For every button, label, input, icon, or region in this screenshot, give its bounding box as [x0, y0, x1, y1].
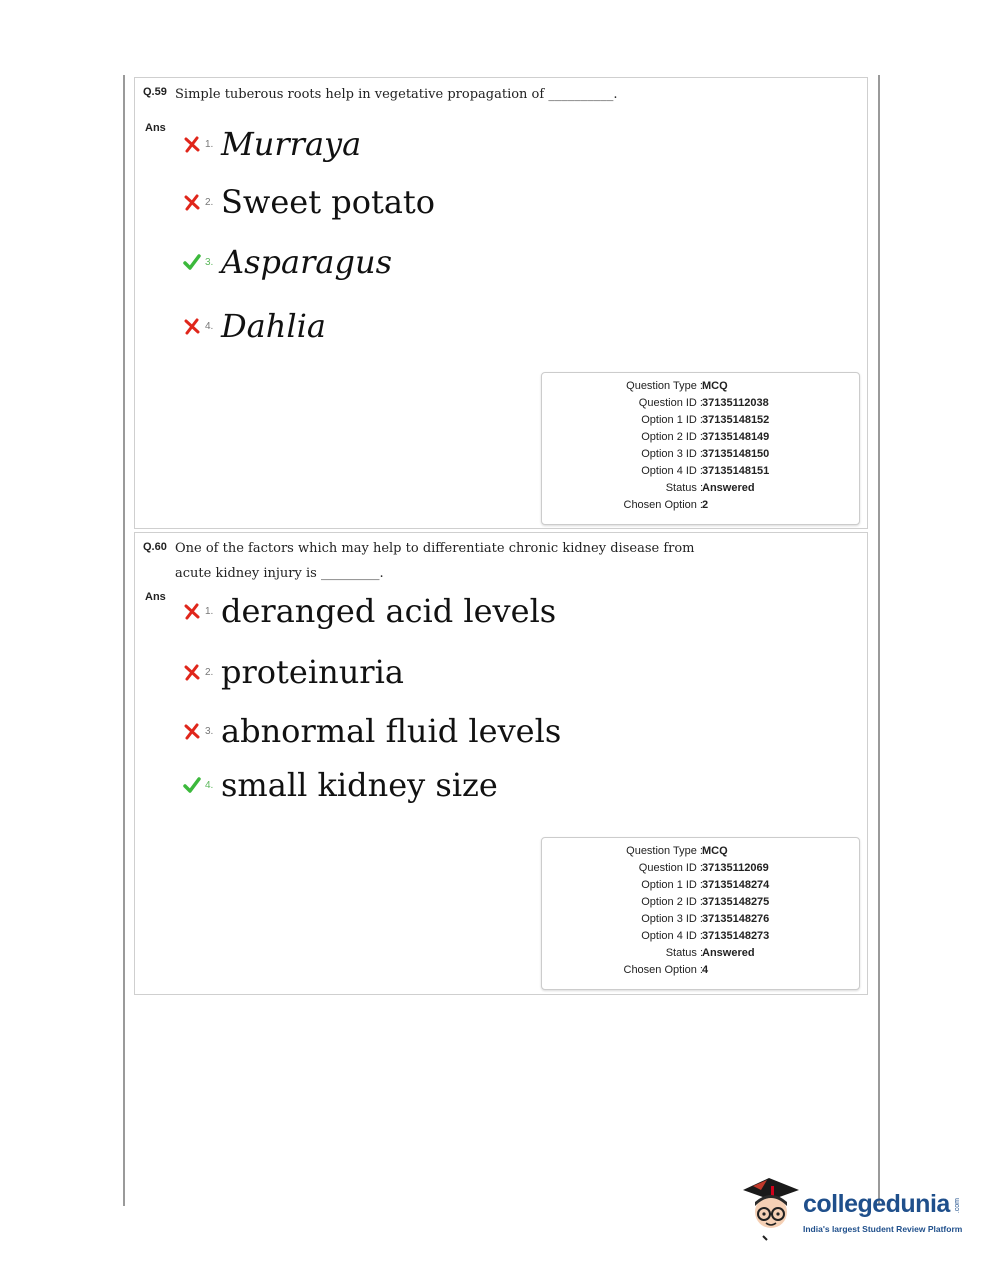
option-number: 4.	[205, 779, 214, 791]
question-card-60	[134, 532, 868, 995]
option-2	[183, 182, 435, 222]
question-text-line-1: One of the factors which may help to differentiate chronic kidney disease from	[175, 541, 695, 556]
option-text: Sweet potato	[221, 183, 436, 221]
option-number: 4.	[205, 320, 214, 332]
answer-label: Ans	[145, 591, 166, 603]
info-row: Question ID : 37135112069	[638, 862, 769, 874]
option-1	[183, 124, 361, 164]
question-text-line-2: acute kidney injury is _________.	[175, 566, 384, 581]
option-text: Murraya	[221, 125, 362, 163]
option-number: 1.	[205, 605, 214, 617]
option-3	[183, 711, 561, 751]
info-row: Status : Answered	[665, 482, 755, 494]
info-row: Question ID : 37135112038	[638, 397, 769, 409]
question-info-panel	[541, 372, 860, 525]
option-text: proteinuria	[221, 653, 404, 691]
option-number: 2.	[205, 666, 214, 678]
info-row: Option 2 ID : 37135148275	[641, 896, 770, 908]
mascot-icon	[741, 1176, 801, 1242]
option-1	[183, 591, 556, 631]
question-number: Q.60	[143, 541, 167, 553]
option-number: 3.	[205, 256, 214, 268]
option-2	[183, 652, 404, 692]
option-number: 2.	[205, 196, 214, 208]
option-number: 3.	[205, 725, 214, 737]
logo-tagline: India's largest Student Review Platform	[803, 1224, 963, 1234]
info-row: Question Type : MCQ	[626, 380, 728, 392]
answer-label: Ans	[145, 122, 166, 134]
question-info-panel	[541, 837, 860, 990]
option-text: deranged acid levels	[221, 592, 557, 630]
option-4	[183, 765, 498, 805]
cross-icon	[183, 722, 201, 740]
cross-icon	[183, 193, 201, 211]
info-row: Question Type : MCQ	[626, 845, 728, 857]
option-text: abnormal fluid levels	[221, 712, 562, 750]
info-row: Option 4 ID : 37135148273	[641, 930, 770, 942]
check-icon	[183, 776, 201, 794]
cross-icon	[183, 135, 201, 153]
info-row: Option 3 ID : 37135148150	[641, 448, 770, 460]
info-row: Option 2 ID : 37135148149	[641, 431, 770, 443]
option-3	[183, 242, 392, 282]
option-number: 1.	[205, 138, 214, 150]
info-row: Option 4 ID : 37135148151	[641, 465, 770, 477]
info-row: Option 1 ID : 37135148152	[641, 414, 770, 426]
question-card-59	[134, 77, 868, 529]
check-icon	[183, 253, 201, 271]
question-text: Simple tuberous roots help in vegetative propagation of __________.	[175, 87, 618, 102]
cross-icon	[183, 663, 201, 681]
page-right-rule	[878, 75, 880, 1205]
logo-suffix: .com	[954, 1198, 961, 1214]
option-text: Asparagus	[221, 243, 392, 281]
info-row: Chosen Option : 2	[623, 499, 709, 511]
option-4	[183, 306, 326, 346]
cross-icon	[183, 602, 201, 620]
info-row: Option 3 ID : 37135148276	[641, 913, 770, 925]
logo-wordmark: collegedunia	[803, 1190, 950, 1218]
page-left-rule	[123, 75, 125, 1206]
option-text: small kidney size	[221, 766, 498, 804]
option-text: Dahlia	[221, 307, 326, 345]
info-row: Option 1 ID : 37135148274	[641, 879, 770, 891]
info-row: Chosen Option : 4	[623, 964, 709, 976]
cross-icon	[183, 317, 201, 335]
collegedunia-logo[interactable]	[741, 1176, 971, 1246]
question-number: Q.59	[143, 86, 167, 98]
info-row: Status : Answered	[665, 947, 755, 959]
